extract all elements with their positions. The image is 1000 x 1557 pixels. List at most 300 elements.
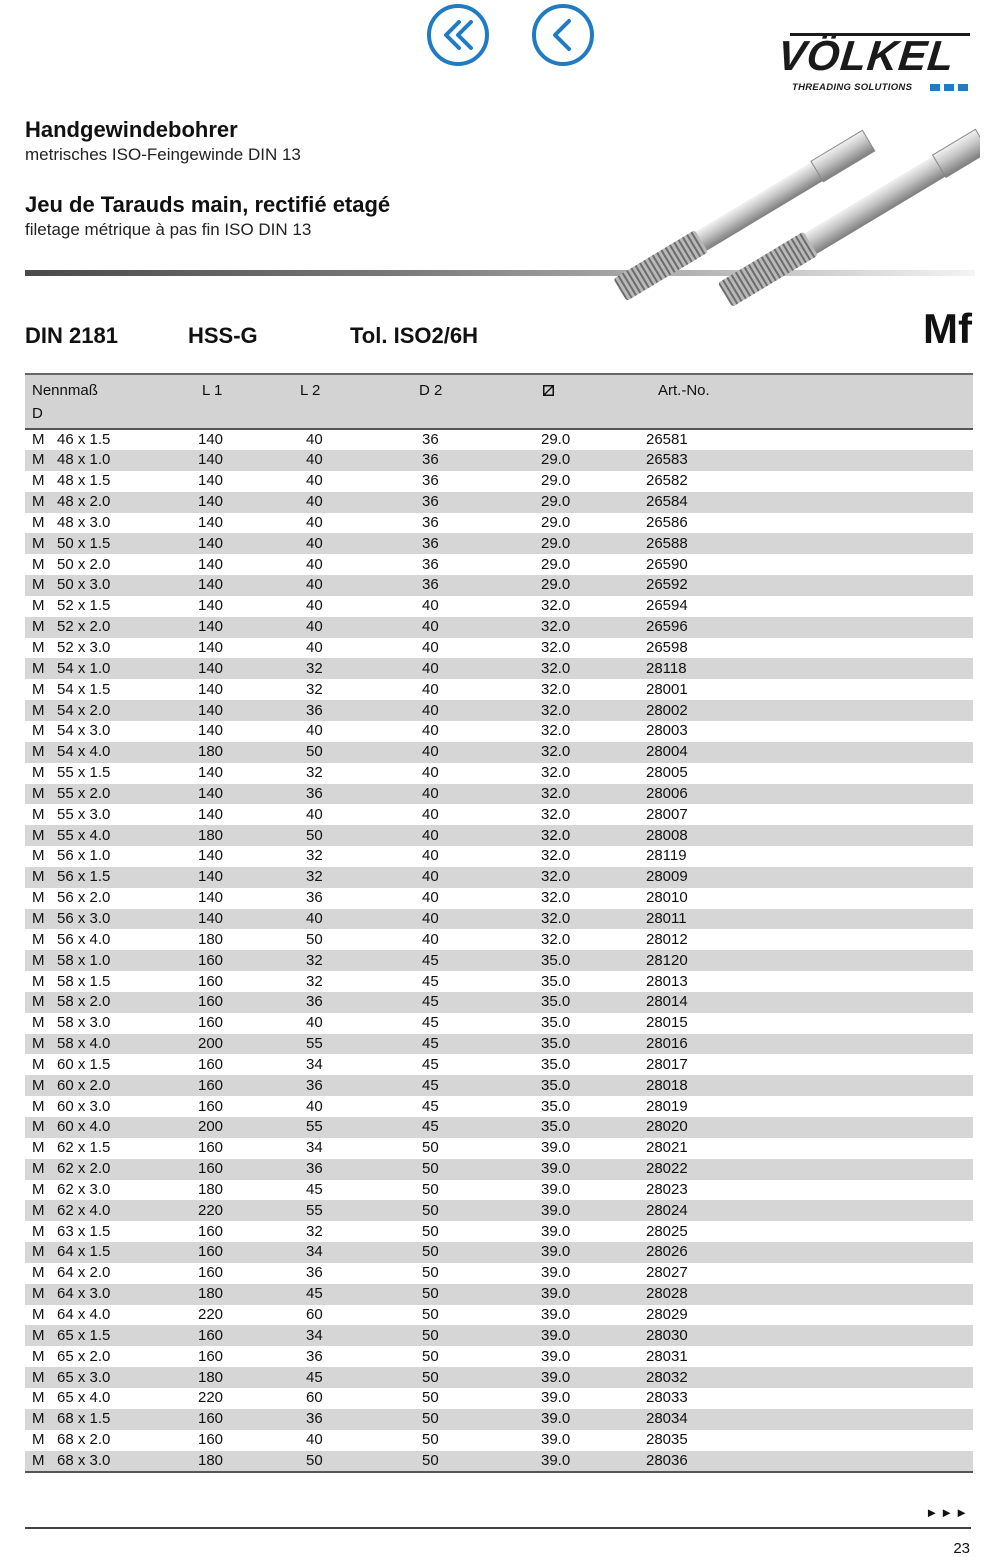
cell-size: M 50 x 3.0 — [32, 576, 111, 594]
cell-article-no: 28036 — [646, 1451, 973, 1472]
cell-square: 39.0 — [541, 1410, 571, 1428]
cell-size: M 54 x 2.0 — [32, 701, 111, 719]
cell-square: 32.0 — [541, 639, 571, 657]
cell-article-no: 26594 — [646, 597, 688, 615]
cell-size: M 56 x 1.5 — [32, 868, 111, 886]
cell-article-no: 26581 — [646, 431, 688, 448]
table-row — [25, 1159, 973, 1180]
previous-page-button[interactable] — [530, 2, 596, 68]
table-row — [25, 763, 973, 784]
cell-size: M 55 x 1.5 — [32, 764, 111, 782]
table-row — [25, 492, 973, 513]
cell-square: 32.0 — [541, 701, 571, 719]
cell-article-no: 28031 — [646, 1347, 688, 1365]
cell-square: 39.0 — [541, 1264, 571, 1282]
table-row — [25, 1430, 973, 1451]
cell-l2: 55 — [306, 1035, 323, 1053]
cell-size: M 64 x 4.0 — [32, 1306, 111, 1324]
table-row — [25, 679, 973, 700]
cell-article-no: 28018 — [646, 1076, 688, 1094]
cell-d2: 40 — [422, 826, 439, 844]
cell-article-no: 28004 — [646, 743, 688, 761]
cell-square: 39.0 — [541, 1326, 571, 1344]
cell-l2: 50 — [306, 743, 323, 761]
cell-l1: 140 — [198, 722, 224, 740]
cell-d2: 40 — [422, 722, 439, 740]
cell-article-no: 28033 — [646, 1389, 688, 1407]
cell-article-no: 26582 — [646, 472, 688, 490]
table-row — [25, 617, 973, 638]
page-subtitle-french: filetage métrique à pas fin ISO DIN 13 — [25, 220, 312, 239]
cell-l2: 60 — [306, 1306, 323, 1324]
cell-article-no: 28020 — [646, 1118, 688, 1136]
cell-square: 32.0 — [541, 930, 571, 948]
cell-size: M 46 x 1.5 — [32, 431, 111, 448]
thread-type-code: Mf — [923, 305, 972, 352]
cell-l2: 32 — [306, 972, 323, 990]
cell-square: 32.0 — [541, 826, 571, 844]
table-row — [25, 742, 973, 763]
cell-l1: 140 — [198, 618, 224, 636]
cell-l2: 36 — [306, 1160, 323, 1178]
cell-l2: 40 — [306, 493, 323, 511]
cell-l1: 140 — [198, 534, 224, 552]
cell-l1: 160 — [198, 1243, 224, 1261]
cell-article-no: 28025 — [646, 1222, 688, 1240]
cell-size: M 63 x 1.5 — [32, 1222, 111, 1240]
cell-square: 32.0 — [541, 805, 571, 823]
cell-d2: 40 — [422, 889, 439, 907]
page-subtitle-german: metrisches ISO-Feingewinde DIN 13 — [25, 145, 301, 164]
cell-article-no: 26598 — [646, 639, 688, 657]
cell-l1: 160 — [198, 1347, 224, 1365]
cell-l1: 160 — [198, 1410, 224, 1428]
cell-d2: 36 — [422, 431, 439, 448]
cell-size: M 58 x 3.0 — [32, 1014, 111, 1032]
cell-l2: 32 — [306, 868, 323, 886]
page-title-french: Jeu de Tarauds main, rectifié etagé — [25, 192, 391, 217]
cell-square: 35.0 — [541, 1055, 571, 1073]
cell-l1: 140 — [198, 493, 224, 511]
table-header-row — [25, 374, 973, 429]
cell-square: 29.0 — [541, 431, 571, 448]
table-row — [25, 784, 973, 805]
cell-article-no: 28034 — [646, 1410, 688, 1428]
cell-square: 29.0 — [541, 555, 571, 573]
table-row — [25, 575, 973, 596]
table-row — [25, 1180, 973, 1201]
cell-l1: 220 — [198, 1306, 224, 1324]
cell-l1: 180 — [198, 826, 224, 844]
cell-article-no: 28119 — [646, 847, 687, 865]
cell-l2: 45 — [306, 1180, 323, 1198]
cell-d2: 50 — [422, 1160, 439, 1178]
table-row — [25, 825, 973, 846]
cell-d2: 50 — [422, 1306, 439, 1324]
cell-d2: 40 — [422, 909, 439, 927]
cell-size: M 55 x 4.0 — [32, 826, 111, 844]
cell-d2: 40 — [422, 930, 439, 948]
cell-article-no: 26596 — [646, 618, 688, 636]
cell-square: 32.0 — [541, 889, 571, 907]
table-row — [25, 1451, 973, 1472]
cell-l1: 160 — [198, 993, 224, 1011]
cell-d2: 45 — [422, 951, 439, 969]
cell-d2: 36 — [422, 472, 439, 490]
cell-l1: 180 — [192, 1451, 290, 1472]
table-row — [25, 596, 973, 617]
table-row — [25, 1263, 973, 1284]
cell-l1: 140 — [198, 451, 224, 469]
cell-l1: 180 — [198, 930, 224, 948]
cell-l1: 140 — [198, 701, 224, 719]
cell-l2: 45 — [306, 1285, 323, 1303]
table-row — [25, 533, 973, 554]
cell-d2: 50 — [422, 1347, 439, 1365]
cell-article-no: 26584 — [646, 493, 688, 511]
cell-l1: 140 — [198, 764, 224, 782]
cell-l1: 140 — [198, 639, 224, 657]
cell-square: 32.0 — [541, 722, 571, 740]
cell-d2: 36 — [422, 513, 439, 531]
cell-article-no: 28007 — [646, 805, 688, 823]
cell-size: M 65 x 2.0 — [32, 1347, 111, 1365]
cell-article-no: 28017 — [646, 1055, 688, 1073]
cell-square: 35.0 — [541, 1118, 571, 1136]
cell-l2: 36 — [306, 1410, 323, 1428]
cell-square: 29.0 — [541, 493, 571, 511]
table-row — [25, 450, 973, 471]
cell-l2: 34 — [306, 1139, 323, 1157]
cell-d2: 40 — [422, 868, 439, 886]
cell-size: M 48 x 1.5 — [32, 472, 111, 490]
cell-article-no: 28021 — [646, 1139, 688, 1157]
cell-l1: 160 — [198, 1139, 224, 1157]
cell-article-no: 28008 — [646, 826, 688, 844]
cell-l1: 140 — [198, 513, 224, 531]
cell-l1: 220 — [198, 1389, 224, 1407]
cell-d2: 50 — [422, 1222, 439, 1240]
cell-l1: 160 — [198, 1014, 224, 1032]
cell-square: 39.0 — [541, 1180, 571, 1198]
cell-l2: 36 — [306, 1076, 323, 1094]
cell-l2: 32 — [306, 847, 323, 865]
table-row — [25, 909, 973, 930]
cell-d2: 36 — [422, 576, 439, 594]
cell-square: 32.0 — [541, 618, 571, 636]
cell-l2: 32 — [306, 659, 323, 677]
table-row — [25, 554, 973, 575]
cell-l2: 55 — [306, 1201, 323, 1219]
cell-d2: 40 — [422, 680, 439, 698]
cell-d2: 50 — [422, 1389, 439, 1407]
cell-l1: 160 — [198, 951, 224, 969]
cell-d2: 45 — [422, 1014, 439, 1032]
cell-l1: 140 — [198, 847, 224, 865]
cell-article-no: 28028 — [646, 1285, 688, 1303]
table-row — [25, 1075, 973, 1096]
cell-d2: 50 — [422, 1264, 439, 1282]
table-row — [25, 1034, 973, 1055]
cell-size: M 52 x 3.0 — [32, 639, 111, 657]
cell-size: M 60 x 4.0 — [32, 1118, 111, 1136]
cell-l1: 160 — [198, 1431, 224, 1449]
cell-size: M 48 x 2.0 — [32, 493, 111, 511]
cell-square: 29.0 — [541, 576, 571, 594]
cell-square: 29.0 — [541, 472, 571, 490]
cell-l1: 140 — [198, 889, 224, 907]
cell-l1: 140 — [198, 868, 224, 886]
cell-l2: 55 — [306, 1118, 323, 1136]
cell-l2: 40 — [306, 722, 323, 740]
cell-square: 39.0 — [541, 1243, 571, 1261]
cell-l2: 50 — [306, 930, 323, 948]
table-row — [25, 1242, 973, 1263]
cell-article-no: 28012 — [646, 930, 688, 948]
cell-d2: 40 — [422, 618, 439, 636]
cell-d2: 40 — [422, 743, 439, 761]
cell-l2: 34 — [306, 1326, 323, 1344]
table-row — [25, 971, 973, 992]
cell-article-no: 26592 — [646, 576, 688, 594]
cell-article-no: 28015 — [646, 1014, 688, 1032]
cell-size: M 52 x 2.0 — [32, 618, 111, 636]
cell-d2: 36 — [422, 493, 439, 511]
cell-d2: 50 — [422, 1180, 439, 1198]
cell-l2: 40 — [306, 451, 323, 469]
cell-l2: 32 — [306, 1222, 323, 1240]
cell-square: 32.0 — [541, 847, 571, 865]
cell-size: M 62 x 2.0 — [32, 1160, 111, 1178]
cell-size: M 64 x 2.0 — [32, 1264, 111, 1282]
table-row — [25, 804, 973, 825]
cell-d2: 40 — [422, 764, 439, 782]
cell-l1: 160 — [198, 1076, 224, 1094]
first-page-button[interactable] — [425, 2, 491, 68]
cell-d2: 50 — [422, 1243, 439, 1261]
cell-d2: 40 — [422, 659, 439, 677]
cell-d2: 45 — [422, 1055, 439, 1073]
cell-d2: 50 — [422, 1139, 439, 1157]
cell-l2: 36 — [306, 1264, 323, 1282]
cell-l2: 50 — [290, 1451, 407, 1472]
cell-l2: 40 — [306, 909, 323, 927]
cell-l2: 40 — [306, 1097, 323, 1115]
cell-square: 39.0 — [541, 1160, 571, 1178]
cell-l1: 160 — [198, 1055, 224, 1073]
cell-l1: 140 — [198, 472, 224, 490]
cell-size: M 58 x 4.0 — [32, 1035, 111, 1053]
cell-size: M 65 x 4.0 — [32, 1389, 111, 1407]
cell-square: 35.0 — [541, 1035, 571, 1053]
cell-size: M 62 x 1.5 — [32, 1139, 111, 1157]
product-table — [25, 373, 973, 1473]
cell-d2: 40 — [422, 639, 439, 657]
cell-d2: 40 — [422, 784, 439, 802]
cell-l2: 34 — [306, 1243, 323, 1261]
cell-size: M 54 x 1.5 — [32, 680, 111, 698]
cell-size: M 48 x 1.0 — [32, 451, 111, 469]
cell-size: M 54 x 4.0 — [32, 743, 111, 761]
cell-size: M 64 x 1.5 — [32, 1243, 111, 1261]
cell-l2: 60 — [306, 1389, 323, 1407]
table-row — [25, 1096, 973, 1117]
cell-size: M 56 x 2.0 — [32, 889, 111, 907]
cell-square: 39.0 — [541, 1306, 571, 1324]
cell-article-no: 28026 — [646, 1243, 688, 1261]
cell-size: M 52 x 1.5 — [32, 597, 111, 615]
table-row — [25, 1138, 973, 1159]
cell-d2: 50 — [422, 1431, 439, 1449]
table-row — [25, 888, 973, 909]
cell-l1: 180 — [198, 743, 224, 761]
cell-square: 29.0 — [541, 534, 571, 552]
cell-square: 32.0 — [541, 764, 571, 782]
cell-l2: 40 — [306, 555, 323, 573]
cell-article-no: 28009 — [646, 868, 688, 886]
cell-l2: 40 — [306, 1431, 323, 1449]
cell-size: M 50 x 1.5 — [32, 534, 111, 552]
cell-l1: 140 — [198, 909, 224, 927]
table-row — [25, 1284, 973, 1305]
cell-l2: 50 — [306, 826, 323, 844]
cell-l2: 32 — [306, 951, 323, 969]
col-header-size-label: Nennmaß — [32, 382, 98, 399]
square-drive-icon — [543, 385, 554, 396]
cell-square: 39.0 — [528, 1451, 646, 1472]
cell-square: 29.0 — [541, 513, 571, 531]
page-number: 23 — [953, 1540, 970, 1557]
cell-size: M 64 x 3.0 — [32, 1285, 111, 1303]
hand-taps-image — [600, 100, 980, 315]
cell-l2: 40 — [306, 576, 323, 594]
cell-square: 39.0 — [541, 1139, 571, 1157]
cell-d2: 40 — [422, 701, 439, 719]
cell-d2: 50 — [407, 1451, 528, 1472]
logo-wordmark: VÖLKEL — [775, 32, 957, 79]
cell-size: M 62 x 4.0 — [32, 1201, 111, 1219]
table-row — [25, 992, 973, 1013]
double-chevron-left-icon — [446, 22, 471, 48]
footer-divider — [25, 1527, 971, 1529]
cell-size: M 60 x 2.0 — [32, 1076, 111, 1094]
cell-d2: 45 — [422, 1118, 439, 1136]
cell-l2: 40 — [306, 513, 323, 531]
cell-article-no: 26588 — [646, 534, 688, 552]
table-row — [25, 929, 973, 950]
cell-article-no: 28035 — [646, 1431, 688, 1449]
cell-article-no: 28032 — [646, 1368, 688, 1386]
cell-l2: 36 — [306, 701, 323, 719]
cell-article-no: 28022 — [646, 1160, 688, 1178]
cell-l1: 140 — [198, 555, 224, 573]
cell-l1: 180 — [198, 1180, 224, 1198]
cell-l1: 140 — [198, 576, 224, 594]
cell-l2: 40 — [306, 534, 323, 552]
cell-size: M 65 x 3.0 — [32, 1368, 111, 1386]
cell-article-no: 28003 — [646, 722, 688, 740]
col-header-l1: L 1 — [192, 374, 290, 429]
cell-l2: 32 — [306, 680, 323, 698]
cell-article-no: 28013 — [646, 972, 688, 990]
cell-square: 35.0 — [541, 993, 571, 1011]
table-row — [25, 638, 973, 659]
cell-size: M 60 x 3.0 — [32, 1097, 111, 1115]
cell-d2: 50 — [422, 1285, 439, 1303]
cell-l1: 140 — [198, 680, 224, 698]
cell-size: M 68 x 1.5 — [32, 1410, 111, 1428]
cell-size: M 65 x 1.5 — [32, 1326, 111, 1344]
logo-tagline: THREADING SOLUTIONS — [792, 82, 913, 93]
cell-square: 39.0 — [541, 1347, 571, 1365]
table-row — [25, 1305, 973, 1326]
table-row — [25, 1367, 973, 1388]
spec-din-standard: DIN 2181 — [25, 323, 118, 348]
table-row — [25, 513, 973, 534]
cell-l2: 36 — [306, 889, 323, 907]
cell-article-no: 28006 — [646, 784, 688, 802]
cell-d2: 50 — [422, 1368, 439, 1386]
cell-l2: 45 — [306, 1368, 323, 1386]
cell-l2: 40 — [306, 431, 323, 448]
cell-l2: 32 — [306, 764, 323, 782]
col-header-d2: D 2 — [407, 374, 528, 429]
table-row — [25, 429, 973, 450]
cell-l2: 36 — [306, 784, 323, 802]
cell-square: 35.0 — [541, 1076, 571, 1094]
cell-d2: 45 — [422, 993, 439, 1011]
table-row — [25, 1221, 973, 1242]
cell-l2: 40 — [306, 472, 323, 490]
cell-size: M 56 x 3.0 — [32, 909, 111, 927]
cell-d2: 45 — [422, 1097, 439, 1115]
table-row — [25, 700, 973, 721]
cell-article-no: 28120 — [646, 951, 688, 969]
cell-d2: 50 — [422, 1201, 439, 1219]
cell-l2: 40 — [306, 639, 323, 657]
cell-square: 32.0 — [541, 597, 571, 615]
cell-l1: 140 — [198, 431, 224, 448]
cell-l2: 40 — [306, 597, 323, 615]
cell-article-no: 26586 — [646, 513, 688, 531]
table-row — [25, 950, 973, 971]
next-page-arrows[interactable]: ►►► — [925, 1505, 970, 1520]
cell-d2: 45 — [422, 1035, 439, 1053]
col-header-l2: L 2 — [290, 374, 407, 429]
cell-square: 39.0 — [541, 1222, 571, 1240]
cell-size: M 60 x 1.5 — [32, 1055, 111, 1073]
cell-d2: 36 — [422, 451, 439, 469]
cell-square: 39.0 — [541, 1368, 571, 1386]
cell-square: 39.0 — [541, 1389, 571, 1407]
cell-article-no: 28030 — [646, 1326, 688, 1344]
cell-d2: 50 — [422, 1326, 439, 1344]
cell-size: M 56 x 1.0 — [32, 847, 111, 865]
col-header-size — [25, 374, 192, 429]
cell-l1: 160 — [198, 1160, 224, 1178]
cell-article-no: 28023 — [646, 1180, 688, 1198]
cell-d2: 36 — [422, 534, 439, 552]
spec-material: HSS-G — [188, 323, 258, 348]
table-row — [25, 1013, 973, 1034]
cell-l1: 160 — [198, 1222, 224, 1240]
table-row — [25, 867, 973, 888]
cell-article-no: 28010 — [646, 889, 688, 907]
table-row — [25, 1054, 973, 1075]
cell-square: 32.0 — [541, 659, 571, 677]
cell-l1: 160 — [198, 972, 224, 990]
cell-size: M 56 x 4.0 — [32, 930, 111, 948]
